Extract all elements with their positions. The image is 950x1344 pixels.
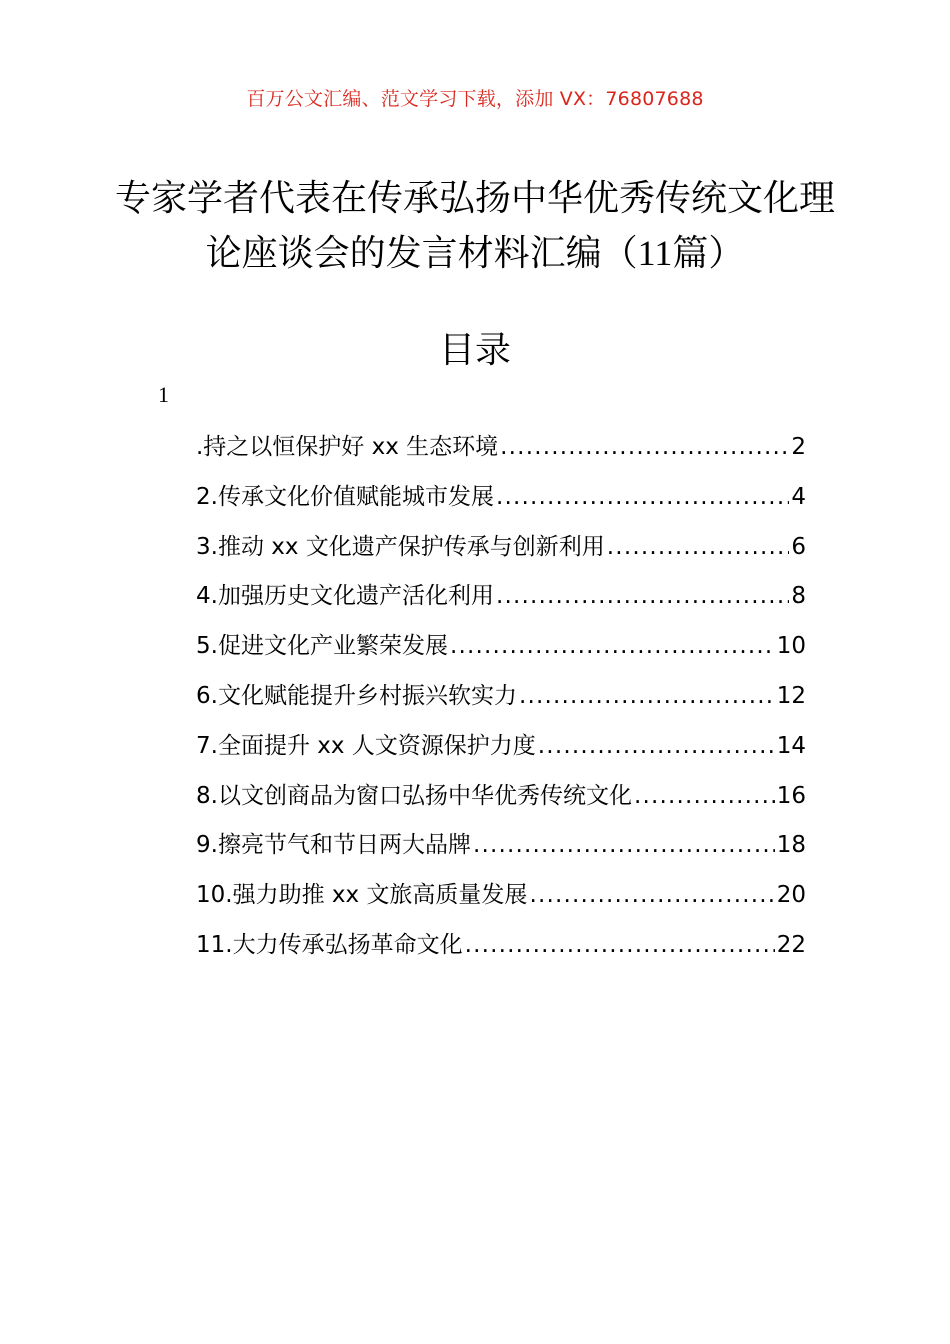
table-of-contents bbox=[196, 423, 806, 971]
toc-entry-8[interactable] bbox=[196, 772, 806, 822]
toc-leader-dots bbox=[465, 921, 775, 971]
toc-leader-dots bbox=[634, 772, 775, 822]
toc-entry-page: 14 bbox=[776, 732, 806, 759]
toc-entry-label: 8.以文创商品为窗口弘扬中华优秀传统文化 bbox=[196, 782, 632, 809]
toc-entry-label: 9.擦亮节气和节日两大品牌 bbox=[196, 832, 471, 859]
toc-heading: 目录 bbox=[438, 330, 511, 371]
toc-entry-4[interactable] bbox=[196, 572, 806, 622]
toc-entry-5[interactable] bbox=[196, 622, 806, 672]
header-note: 百万公文汇编、范文学习下载，添加 VX：76807688 bbox=[246, 88, 704, 110]
toc-entry-page: 10 bbox=[776, 633, 806, 660]
document-title bbox=[110, 172, 840, 281]
toc-leader-dots bbox=[473, 821, 775, 871]
title-suffix: 篇） bbox=[672, 233, 745, 274]
title-count: 11 bbox=[637, 233, 673, 273]
title-text: 专家学者代表在传承弘扬中华优秀传统文化理论座谈会的发言材料汇编（ bbox=[114, 178, 835, 274]
toc-entry-10[interactable] bbox=[196, 871, 806, 921]
toc-entry-page: 20 bbox=[776, 882, 806, 909]
toc-leader-dots bbox=[519, 672, 775, 722]
toc-entry-page: 18 bbox=[776, 832, 806, 859]
toc-entry-label: 4.加强历史文化遗产活化利用 bbox=[196, 583, 494, 610]
toc-entry-1[interactable] bbox=[196, 423, 806, 473]
toc-entry-page: 2 bbox=[791, 434, 806, 460]
toc-entry-page: 12 bbox=[776, 682, 806, 709]
toc-entry-label: 6.文化赋能提升乡村振兴软实力 bbox=[196, 682, 517, 709]
toc-leader-dots bbox=[496, 572, 789, 622]
toc-entry-3[interactable] bbox=[196, 523, 806, 573]
toc-entry-label: 7.全面提升 xx 人文资源保护力度 bbox=[196, 732, 536, 759]
toc-leader-dots bbox=[450, 622, 775, 672]
toc-entry-6[interactable] bbox=[196, 672, 806, 722]
toc-entry-page: 8 bbox=[791, 583, 806, 610]
toc-entry-11[interactable] bbox=[196, 921, 806, 971]
toc-entry-label: 11.大力传承弘扬革命文化 bbox=[196, 931, 463, 958]
toc-entry-7[interactable] bbox=[196, 722, 806, 772]
toc-entry-page: 22 bbox=[776, 931, 806, 958]
toc-entry-page: 16 bbox=[776, 782, 806, 809]
toc-entry-label: 3.推动 xx 文化遗产保护传承与创新利用 bbox=[196, 533, 605, 560]
toc-leader-dots bbox=[500, 423, 789, 473]
toc-entry-page: 6 bbox=[791, 533, 806, 560]
toc-leader-dots bbox=[607, 523, 790, 573]
toc-entry-2[interactable] bbox=[196, 473, 806, 523]
toc-entry-label: 10.强力助推 xx 文旅高质量发展 bbox=[196, 882, 528, 909]
toc-entry-label: 5.促进文化产业繁荣发展 bbox=[196, 633, 448, 660]
toc-entry-label: .持之以恒保护好 xx 生态环境 bbox=[196, 434, 499, 460]
stray-number: 1 bbox=[158, 382, 169, 407]
toc-entry-label: 2.传承文化价值赋能城市发展 bbox=[196, 483, 494, 510]
toc-leader-dots bbox=[538, 722, 775, 772]
toc-entry-9[interactable] bbox=[196, 821, 806, 871]
toc-leader-dots bbox=[529, 871, 774, 921]
toc-leader-dots bbox=[496, 473, 789, 523]
toc-entry-page: 4 bbox=[791, 483, 806, 510]
